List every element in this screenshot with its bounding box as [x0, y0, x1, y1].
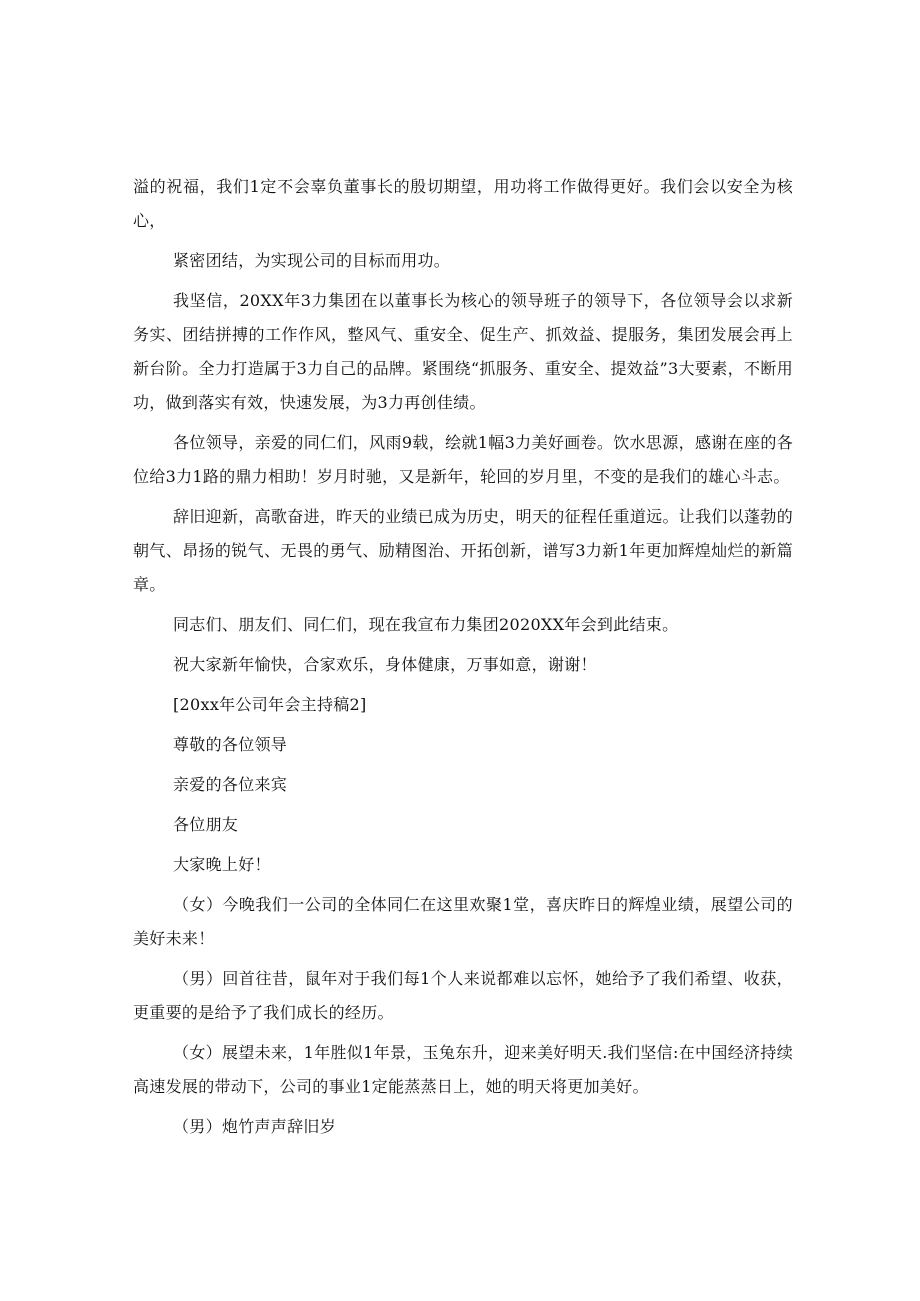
paragraph: 同志们、朋友们、同仁们，现在我宣布力集团2020XX年会到此结束。	[173, 615, 679, 634]
paragraph: 祝大家新年愉快，合家欢乐，身体健康，万事如意，谢谢！	[173, 655, 597, 674]
section-heading: [20xx年公司年会主持稿2]	[173, 695, 367, 714]
dialogue-line: （男）炮竹声声辞旧岁	[173, 1117, 337, 1136]
paragraph: 我坚信，20XX年3力集团在以董事长为核心的领导班子的领导下，各位领导会以求新务实、团结拼搏的工作作风，整风气、重安全、促生产、抓效益、提服务，集团发展会再上新台阶。全力打造属于3力自己的品牌。紧围绕“抓服务、重安全、提效益”3大要素，不断用功，做到落实有效，快速发展，为3力再创佳绩。	[133, 291, 793, 412]
dialogue-line: （女）展望未来，1年胜似1年景，玉兔东升，迎来美好明天.我们坚信:在中国经济持续高速发展的带动下，公司的事业1定能蒸蒸日上，她的明天将更加美好。	[133, 1043, 793, 1096]
dialogue-line: （男）回首往昔，鼠年对于我们每1个人来说都难以忘怀，她给予了我们希望、收获，更重要的是给予了我们成长的经历。	[133, 969, 793, 1022]
document-body	[133, 170, 793, 1144]
dialogue-line: （女）今晚我们一公司的全体同仁在这里欢聚1堂，喜庆昨日的辉煌业绩，展望公司的美好未来！	[133, 895, 793, 948]
paragraph-continuation: 溢的祝福，我们1定不会辜负董事长的殷切期望，用功将工作做得更好。我们会以安全为核心，	[133, 177, 793, 230]
paragraph: 紧密团结，为实现公司的目标而用功。	[173, 251, 451, 270]
paragraph: 辞旧迎新，高歌奋进，昨天的业绩已成为历史，明天的征程任重道远。让我们以蓬勃的朝气、昂扬的锐气、无畏的勇气、励精图治、开拓创新，谱写3力新1年更加辉煌灿烂的新篇章。	[133, 507, 793, 594]
paragraph: 各位领导，亲爱的同仁们，风雨9载，绘就1幅3力美好画卷。饮水思源，感谢在座的各位给3力1路的鼎力相助！岁月时驰，又是新年，轮回的岁月里，不变的是我们的雄心斗志。	[133, 433, 793, 486]
greeting-line: 大家晚上好！	[173, 855, 271, 874]
greeting-line: 各位朋友	[173, 815, 239, 834]
greeting-line: 尊敬的各位领导	[173, 735, 288, 754]
greeting-line: 亲爱的各位来宾	[173, 775, 288, 794]
